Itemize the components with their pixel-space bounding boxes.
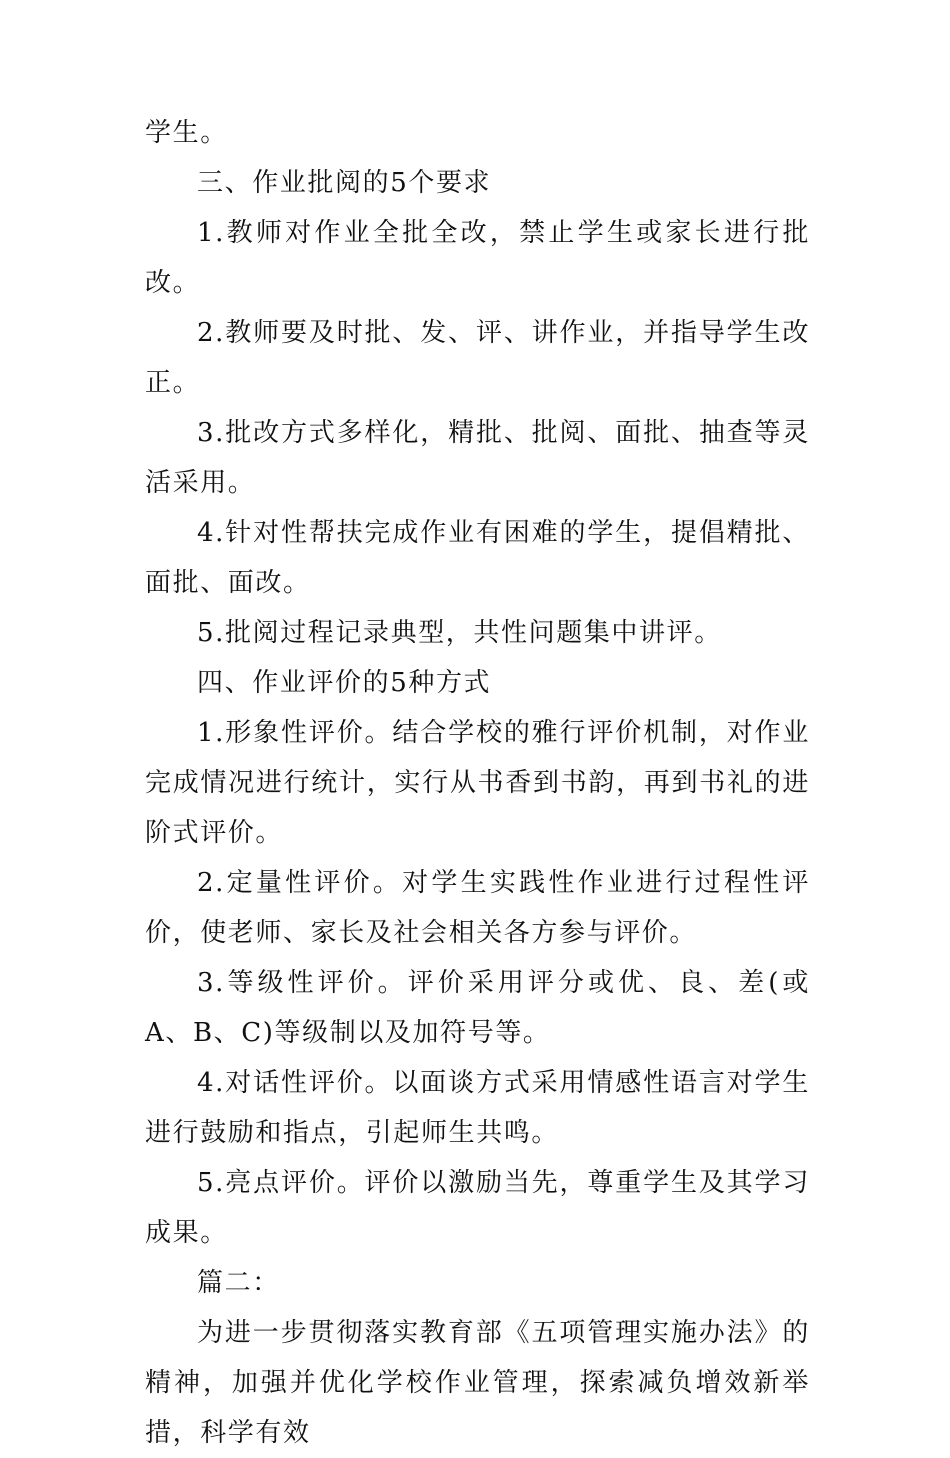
paragraph-body: 为进一步贯彻落实教育部《五项管理实施办法》的精神，加强并优化学校作业管理，探索减负增效新举措，科学有效 — [145, 1318, 810, 1448]
part-heading: 篇二： — [197, 1268, 280, 1298]
paragraph-item: 4.针对性帮扶完成作业有困难的学生，提倡精批、面批、面改。 — [145, 518, 810, 598]
paragraph-continuation: 学生。 — [145, 118, 228, 148]
paragraph-item: 1.教师对作业全批全改，禁止学生或家长进行批改。 — [145, 218, 810, 298]
paragraph-item: 3.批改方式多样化，精批、批阅、面批、抽查等灵活采用。 — [145, 418, 810, 498]
paragraph-item: 2.定量性评价。对学生实践性作业进行过程性评价，使老师、家长及社会相关各方参与评价。 — [145, 868, 810, 948]
paragraph-item: 4.对话性评价。以面谈方式采用情感性语言对学生进行鼓励和指点，引起师生共鸣。 — [145, 1068, 810, 1148]
paragraph-item: 5.批阅过程记录典型，共性问题集中讲评。 — [197, 618, 722, 648]
paragraph-item: 1.形象性评价。结合学校的雅行评价机制，对作业完成情况进行统计，实行从书香到书韵，再到书礼的进阶式评价。 — [145, 718, 810, 848]
paragraph-item: 3.等级性评价。评价采用评分或优、良、差(或 A、B、C)等级制以及加符号等。 — [145, 968, 810, 1048]
section-heading-3: 三、作业批阅的5个要求 — [197, 168, 492, 198]
paragraph-item: 5.亮点评价。评价以激励当先，尊重学生及其学习成果。 — [145, 1168, 810, 1248]
section-heading-4: 四、作业评价的5种方式 — [197, 668, 492, 698]
document-body — [145, 108, 810, 1458]
paragraph-item: 2.教师要及时批、发、评、讲作业，并指导学生改正。 — [145, 318, 810, 398]
